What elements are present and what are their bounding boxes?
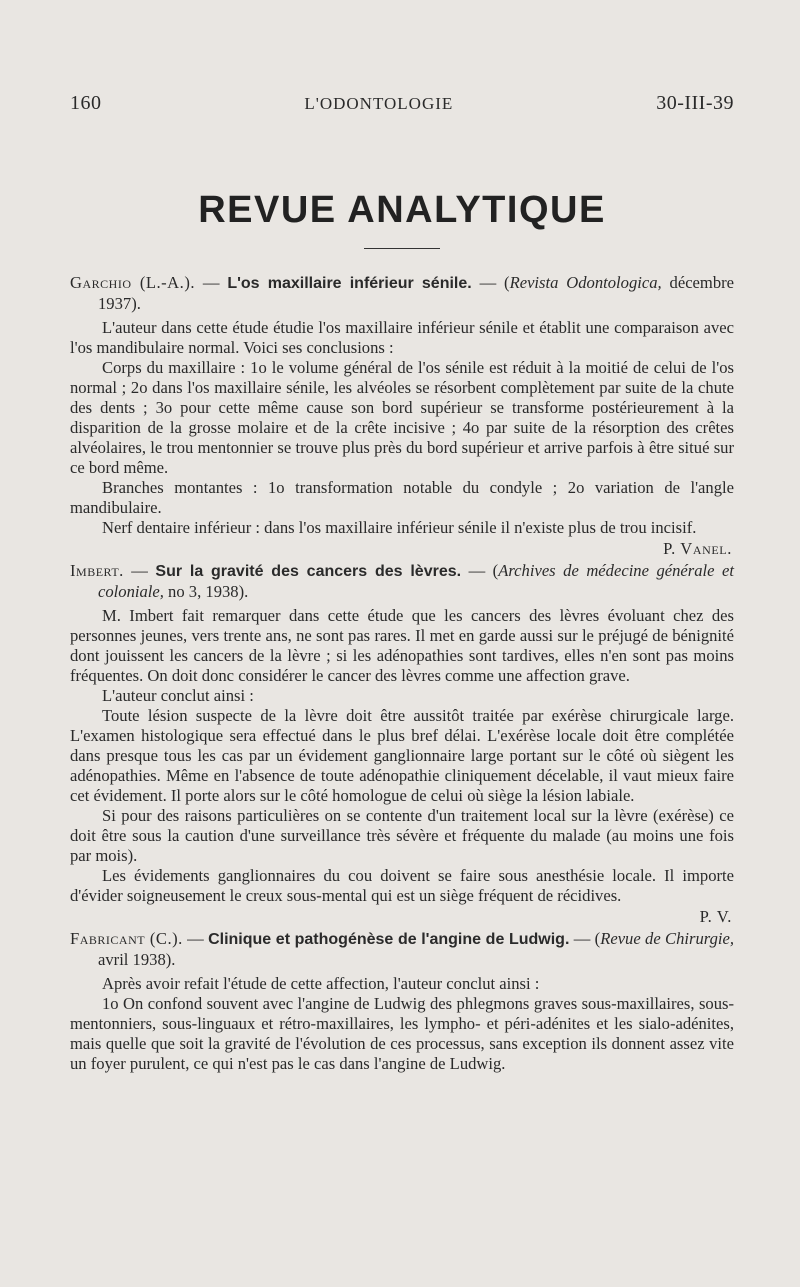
entry-separator: —	[123, 561, 156, 580]
journal-running-title: L'ODONTOLOGIE	[304, 94, 454, 113]
entry-paragraph: Branches montantes : 1o transformation notable du condyle ; 2o variation de l'angle mandibulaire.	[70, 478, 734, 517]
section-title: REVUE ANALYTIQUE	[198, 189, 606, 231]
entry-paragraph: L'auteur conclut ainsi :	[102, 686, 254, 705]
entry-separator: —	[471, 273, 505, 292]
entry-author: Fabricant (C.).	[70, 929, 183, 948]
entry-author: Garchio (L.-A.).	[70, 273, 195, 292]
entry-heading	[70, 273, 734, 314]
issue-date: 30-III-39	[656, 92, 734, 114]
entry-paragraph: Nerf dentaire inférieur : dans l'os maxillaire inférieur sénile il n'existe plus de trou incisif.	[102, 518, 697, 537]
entry-paragraph: Les évidements ganglionnaires du cou doivent se faire sous anesthésie locale. Il importe d'évider soigneusement le creux sous-mental qui est un siège fréquent de récidives.	[70, 866, 734, 905]
entry-heading	[70, 929, 734, 970]
entry-journal: Archives de médecine générale et coloniale,	[98, 561, 735, 601]
entry-paragraph: L'auteur dans cette étude étudie l'os maxillaire inférieur sénile et établit une comparaison avec l'os mandibulaire normal. Voici ses conclusions :	[70, 318, 734, 357]
entry-title: Sur la gravité des cancers des lèvres.	[155, 563, 462, 580]
entry-source-rest: avril 1938).	[98, 950, 176, 969]
page-number: 160	[70, 92, 102, 114]
review-entry-2	[70, 561, 734, 927]
review-entry-1	[70, 273, 734, 559]
entry-separator: —	[569, 929, 595, 948]
entry-paragraph: Corps du maxillaire : 1o le volume général de l'os sénile est réduit à la moitié de celui de l'os normal ; 2o dans l'os maxillaire sénile, les alvéoles se résorbent complètement par suite de la chute des dents ; 3o pour cette même cause son bord supérieur se transforme postérieurement à la disparition de la grosse molaire et de la crête incisive ; 4o par suite de la résorption des crêtes alvéolaires, le trou mentonnier se trouve plus près du bord supérieur et arrive parfois à être situé sur ce bord même.	[70, 358, 734, 477]
entry-paragraph: M. Imbert fait remarquer dans cette étude que les cancers des lèvres évoluant chez des personnes jeunes, vers trente ans, ne sont pas rares. Il met en garde aussi sur le préjugé de bénignité dont jouissent les cancers de la lèvre ; si les adénopathies sont tardives, elles n'en sont pas moins fréquentes. On doit donc considérer le cancer des lèvres comme une affection grave.	[70, 606, 734, 685]
entry-separator: —	[461, 561, 493, 580]
entry-heading	[70, 561, 734, 602]
entry-journal: Revue de Chirurgie,	[600, 929, 735, 948]
entry-separator: —	[195, 273, 228, 292]
entry-source-rest: décembre 1937).	[98, 273, 735, 313]
entry-source-prefix: (	[492, 561, 499, 580]
entry-separator: —	[182, 929, 209, 948]
entry-source-prefix: (	[594, 929, 601, 948]
entry-title: L'os maxillaire inférieur sénile.	[227, 275, 472, 292]
entry-paragraph: Toute lésion suspecte de la lèvre doit être aussitôt traitée par exérèse chirurgicale large. L'examen histologique sera effectué dans le plus bref délai. L'exérèse locale doit être complétée dans presque tous les cas par un évidement ganglionnaire large portant sur le côté où siègent les adénopathies. Même en l'absence de toute adénopathie cliniquement décelable, il vaut mieux faire cet évidement. Il porte alors sur le côté homologue de celui où siège la lésion labiale.	[70, 706, 734, 805]
entry-author: Imbert.	[70, 561, 124, 580]
review-entry-3	[70, 929, 734, 1074]
entry-source-rest: no 3, 1938).	[163, 582, 249, 601]
entry-signature: P. Vanel.	[663, 539, 732, 558]
entry-signature: P. V.	[699, 907, 732, 926]
running-head	[70, 92, 734, 115]
entry-title: Clinique et pathogénèse de l'angine de Ludwig.	[208, 931, 570, 948]
entry-paragraph: Si pour des raisons particulières on se contente d'un traitement local sur la lèvre (exérèse) ce doit être sous la caution d'une surveillance très sévère et fréquente du malade (au moins une fois par mois).	[70, 806, 734, 865]
entry-paragraph: Après avoir refait l'étude de cette affection, l'auteur conclut ainsi :	[102, 974, 540, 993]
entry-source-prefix: (	[504, 273, 510, 292]
entry-paragraph: 1o On confond souvent avec l'angine de Ludwig des phlegmons graves sous-maxillaires, sous-mentonniers, sous-linguaux et rétro-maxillaires, les lympho- et péri-adénites et les sialo-adénites, mais quelle que soit la gravité de l'évolution de ces processus, sans exception ils donnent assez vite un foyer purulent, ce qui n'est pas le cas dans l'angine de Ludwig.	[70, 994, 734, 1073]
title-rule	[364, 248, 440, 249]
entry-journal: Revista Odontologica,	[509, 273, 662, 292]
